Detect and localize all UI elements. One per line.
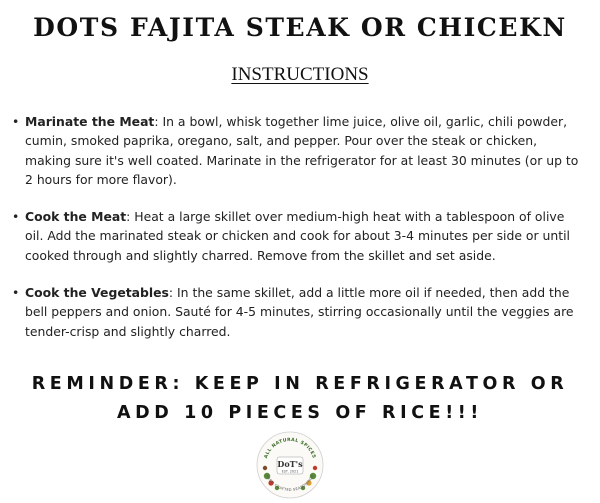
bullet-icon: • [12,114,20,129]
recipe-title: DOTS FAJITA STEAK OR CHICEKN [33,13,567,42]
instruction-list [12,112,582,359]
list-item [12,112,582,189]
instructions-heading: INSTRUCTIONS [231,64,369,85]
step-text: : In a bowl, whisk together lime juice, olive oil, garlic, chili powder, cumin, smoked paprika, oregano, salt, and pepper. Pour over the steak or chicken, making sure it's well coated. Marinate in the refrigerator for at least 30 minutes (or up to 2 hours for more flavor). [25,114,579,187]
step-name: Marinate the Meat [25,114,155,129]
brand-logo [255,430,325,500]
list-item [12,283,582,341]
logo-top-text: ALL NATURAL SPICES [263,437,317,460]
list-item [12,207,582,265]
logo-brand: DoT's [277,459,303,469]
step-text: : Heat a large skillet over medium-high heat with a tablespoon of olive oil. Add the marinated steak or chicken and cook for about 3-4 minutes per side or until cooked through and slightly charred. Remove from the skillet and set aside. [25,209,570,263]
bullet-icon: • [12,209,20,225]
step-name: Cook the Meat [25,209,127,225]
step-text: : In the same skillet, add a little more oil if needed, then add the bell peppers and onion. Sauté for 4-5 minutes, stirring occasionally until the veggies are tender-crisp and slightly charred. [25,285,574,339]
reminder-line-2: ADD 10 PIECES OF RICE!!! [117,403,483,423]
step-name: Cook the Vegetables [25,285,169,301]
logo-bottom-text: HAND CRAFTED SEASONINGS [265,473,315,493]
logo-est: EST. 2021 [281,469,299,474]
bullet-icon: • [12,285,20,301]
reminder-note [0,370,600,428]
reminder-line-1: REMINDER: KEEP IN REFRIGERATOR OR [31,374,569,394]
